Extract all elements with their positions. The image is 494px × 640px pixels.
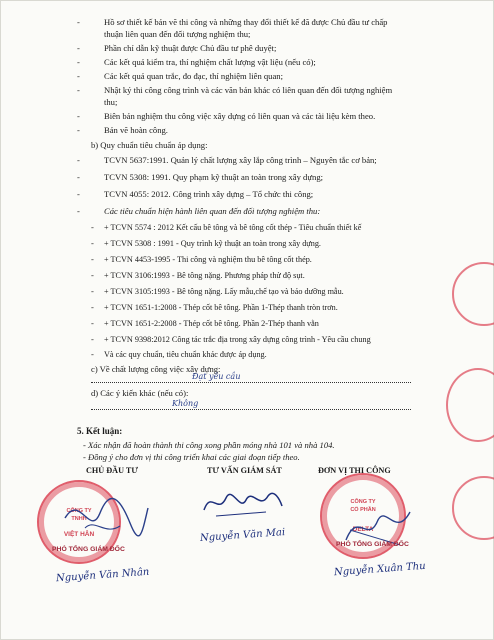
position-owner: PHÓ TỔNG GIÁM ĐỐC [52,546,125,553]
bullet-dash: - [91,318,94,328]
list-item: Phần chỉ dẫn kỹ thuật được Chủ đầu tư phê duyệt; [104,43,277,53]
conclusion-line: - Xác nhận đã hoàn thành thi công xong phần móng nhà 101 và nhà 104. [83,440,335,450]
sub-standard: + TCVN 3105:1993 - Bê tông nặng. Lấy mẫu,chế tạo và bảo dưỡng mẫu. [104,287,344,296]
bullet-dash: - [77,172,80,182]
sub-standard: + TCVN 5574 : 2012 Kết cấu bê tông và bê tông cốt thép - Tiêu chuẩn thiết kế [104,223,362,232]
side-stamp-middle [446,368,494,442]
dotted-line [91,408,411,410]
bullet-dash: - [77,43,80,53]
sub-standard: + TCVN 1651-1:2008 - Thép cốt bê tông. Phần 1-Thép thanh tròn trơn. [104,303,338,312]
bullet-dash: - [77,111,80,121]
sub-standard: + TCVN 3106:1993 - Bê tông nặng. Phương pháp thử độ sụt. [104,271,305,280]
list-item: Hồ sơ thiết kế bản vẽ thi công và những thay đổi thiết kế đã được Chủ đầu tư chấp [104,17,388,27]
signer-name-supervisor: Nguyễn Văn Mai [199,527,286,544]
bullet-dash: - [91,302,94,312]
standard-item: TCVN 4055: 2012. Công trình xây dựng – Tổ chức thi công; [104,189,314,199]
list-item: Nhật ký thi công công trình và các văn bản khác có liên quan đến đối tượng nghiệm [104,85,393,95]
signer-name-owner: Nguyễn Văn Nhân [55,566,150,585]
list-item: Bản vẽ hoàn công. [104,125,168,135]
seal-text: CỔ PHẦN [350,507,376,513]
standard-item: Các tiêu chuẩn hiện hành liên quan đến đối tượng nghiệm thu: [104,206,321,216]
seal-text: DELTA [352,526,374,533]
seal-text: TNHH [71,516,87,522]
seal-text: CÔNG TY [350,499,376,505]
signer-title-supervisor: TƯ VẤN GIÁM SÁT [207,466,282,475]
signer-title-contractor: ĐƠN VỊ THI CÔNG [318,466,391,475]
signer-name-contractor: Nguyễn Xuân Thu [333,560,426,579]
bullet-dash: - [91,286,94,296]
bullet-dash: - [91,334,94,344]
list-item: thuận liên quan đến đối tượng nghiệm thu; [104,29,251,39]
side-stamp-bottom [452,476,494,540]
handwritten-quality: Đạt yêu cầu [192,372,241,381]
bullet-dash: - [77,71,80,81]
signature-supervisor [196,480,286,525]
sub-standard: + TCVN 5308 : 1991 - Quy trình kỹ thuật an toàn trong xây dựng. [104,239,321,248]
sub-standard: + TCVN 1651-2:2008 - Thép cốt bê tông. Phần 2-Thép thanh vằn [104,319,319,328]
standard-item: TCVN 5308: 1991. Quy phạm kỹ thuật an toàn trong xây dựng; [104,172,323,182]
bullet-dash: - [91,238,94,248]
sub-standard: + TCVN 4453-1995 - Thi công và nghiệm thu bê tông cốt thép. [104,255,312,264]
seal-text: VIỆT HÂN [63,531,95,538]
sub-standard: + TCVN 9398:2012 Công tác trắc địa trong xây dựng công trình - Yêu cầu chung [104,335,371,344]
side-stamp-top [452,262,494,326]
seal-text: CÔNG TY [66,508,92,514]
list-item: Biên bản nghiệm thu công việc xây dựng có liên quan và các tài liệu kèm theo. [104,111,376,121]
dotted-line [91,381,411,383]
signature-owner [60,488,150,543]
bullet-dash: - [77,125,80,135]
section-c-heading: c) Về chất lượng công việc xây dựng: [91,364,221,374]
bullet-dash: - [91,254,94,264]
signer-title-owner: CHỦ ĐẦU TƯ [86,466,138,475]
list-item: Các kết quả kiểm tra, thí nghiệm chất lượng vật liệu (nếu có); [104,57,316,67]
position-contractor: PHÓ TỔNG GIÁM ĐỐC [336,541,409,548]
bullet-dash: - [91,222,94,232]
standard-item: TCVN 5637:1991. Quản lý chất lượng xây lắp công trình – Nguyên tắc cơ bản; [104,155,377,165]
bullet-dash: - [77,189,80,199]
conclusion-heading: 5. Kết luận: [77,426,123,436]
bullet-dash: - [77,206,80,216]
bullet-dash: - [77,17,80,27]
handwritten-other: Không [172,399,199,408]
bullet-dash: - [77,155,80,165]
conclusion-line: - Đồng ý cho đơn vị thi công triển khai các giai đoạn tiếp theo. [83,452,300,462]
section-d-heading: d) Các ý kiến khác (nếu có): [91,388,189,398]
bullet-dash: - [77,85,80,95]
section-b-heading: b) Quy chuẩn tiêu chuẩn áp dụng: [91,140,208,150]
bullet-dash: - [91,270,94,280]
bullet-dash: - [77,57,80,67]
list-item: Các kết quả quan trắc, đo đạc, thí nghiệm liên quan; [104,71,283,81]
list-item: thu; [104,97,118,107]
bullet-dash: - [91,349,94,359]
sub-standard: Và các quy chuẩn, tiêu chuẩn khác được áp dụng. [104,350,267,359]
